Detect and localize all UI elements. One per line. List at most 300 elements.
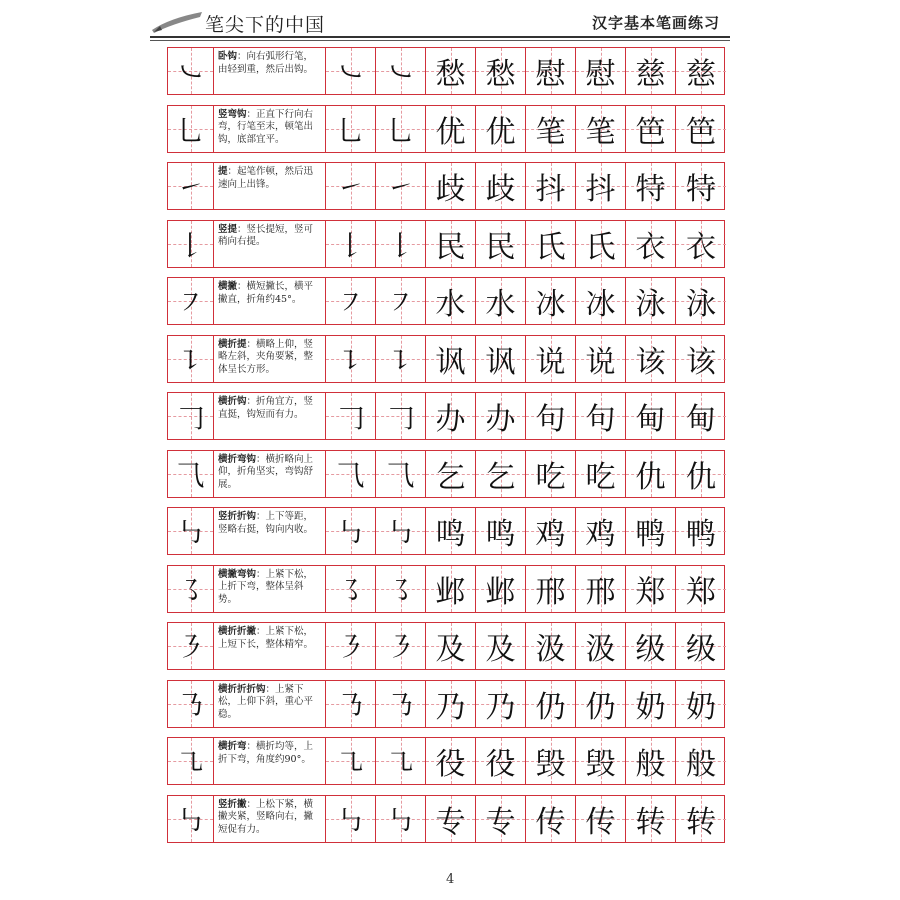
practice-cell [426, 796, 476, 842]
practice-cell [376, 508, 426, 554]
practice-cell [526, 221, 576, 267]
stroke-glyph: ㇉ [176, 516, 205, 549]
stroke-description-cell [214, 451, 326, 497]
practice-cell [626, 681, 676, 727]
stroke-desc-text: 横折均等，上折下弯，角度约90°。 [218, 741, 314, 765]
practice-row [167, 507, 725, 555]
practice-character: 氏 [585, 229, 616, 265]
stroke-glyph: ㇌ [176, 573, 205, 607]
stroke-example-cell [168, 738, 214, 784]
practice-cell [476, 336, 526, 382]
practice-stroke: 𠄌 [386, 228, 415, 262]
practice-character: 役 [485, 747, 516, 782]
practice-character: 级 [635, 632, 666, 667]
practice-character: 般 [635, 747, 666, 782]
practice-cell [426, 336, 476, 382]
practice-cell [526, 508, 576, 554]
header-rule [150, 36, 730, 38]
practice-character: 办 [485, 402, 516, 437]
practice-row [167, 162, 725, 210]
practice-cell [626, 163, 676, 209]
practice-cell [576, 508, 626, 554]
practice-stroke: ㇃ [336, 56, 365, 89]
practice-character: 鸣 [485, 517, 516, 552]
practice-character: 衣 [686, 229, 716, 265]
practice-cell [626, 221, 676, 267]
practice-character: 说 [585, 344, 616, 380]
practice-character: 民 [435, 229, 466, 265]
practice-cell [476, 508, 526, 554]
practice-cell [426, 163, 476, 209]
practice-character: 汲 [535, 632, 566, 667]
practice-row [167, 277, 725, 325]
practice-cell [476, 623, 526, 669]
practice-cell [326, 336, 376, 382]
practice-cell [676, 623, 726, 669]
practice-character: 吃 [535, 459, 566, 495]
practice-character: 鸡 [535, 517, 566, 552]
section-title: 汉字基本笔画练习 [591, 14, 720, 32]
practice-cell [526, 48, 576, 94]
practice-character: 冰 [585, 287, 616, 322]
stroke-name-colon: ： [265, 683, 276, 695]
stroke-description-cell [214, 566, 326, 612]
practice-cell [626, 738, 676, 784]
stroke-name: 横折提 [218, 338, 247, 350]
practice-cell [576, 451, 626, 497]
practice-cell [576, 738, 626, 784]
practice-character: 传 [535, 804, 566, 840]
stroke-example-cell [168, 393, 214, 439]
practice-cell [376, 393, 426, 439]
practice-cell [326, 106, 376, 152]
practice-stroke: ㇊ [336, 343, 365, 377]
practice-cell [376, 623, 426, 669]
practice-stroke: 𠃌 [336, 401, 365, 434]
practice-cell [376, 278, 426, 324]
practice-cell [626, 336, 676, 382]
stroke-example-cell [168, 163, 214, 209]
stroke-example-cell [168, 221, 214, 267]
practice-cell [526, 278, 576, 324]
practice-cell [476, 796, 526, 842]
practice-cell [626, 796, 676, 842]
practice-character: 乞 [485, 459, 516, 495]
practice-cell [476, 566, 526, 612]
stroke-name: 横折折折钩 [218, 683, 266, 695]
stroke-name-colon: ： [237, 51, 247, 62]
practice-cell [626, 566, 676, 612]
stroke-description [218, 51, 321, 76]
stroke-description [218, 166, 321, 191]
practice-grid [167, 47, 725, 852]
practice-cell [426, 221, 476, 267]
stroke-desc-text: 上紧下松，上仰下斜，重心平稳。 [218, 683, 314, 720]
practice-cell [426, 278, 476, 324]
practice-cell [376, 221, 426, 267]
practice-character: 慰 [585, 57, 616, 92]
practice-character: 毁 [585, 747, 616, 782]
practice-character: 乃 [435, 689, 466, 725]
practice-character: 愁 [485, 57, 516, 92]
practice-row [167, 47, 725, 95]
practice-cell [626, 451, 676, 497]
practice-cell [476, 278, 526, 324]
practice-stroke: ㇌ [336, 573, 365, 607]
practice-cell [376, 796, 426, 842]
practice-character: 特 [635, 172, 666, 207]
practice-cell [676, 681, 726, 727]
stroke-desc-text: 横短撇长，横平撇直，折角约45°。 [218, 281, 314, 305]
stroke-description [218, 109, 321, 147]
stroke-description-cell [214, 508, 326, 554]
stroke-description [218, 224, 321, 249]
practice-character: 邺 [435, 574, 466, 610]
practice-row [167, 450, 725, 498]
stroke-name: 横折钩 [218, 396, 247, 407]
header-rule-thin [150, 40, 730, 41]
practice-stroke: 乚 [386, 113, 415, 147]
practice-character: 鸭 [686, 517, 716, 552]
stroke-glyph: 𠃌 [176, 401, 205, 434]
practice-cell [326, 681, 376, 727]
stroke-description [218, 626, 321, 651]
practice-cell [526, 163, 576, 209]
practice-character: 愁 [435, 57, 466, 92]
practice-cell [476, 451, 526, 497]
practice-stroke: ㇇ [336, 286, 365, 319]
practice-stroke: ㇉ [386, 516, 415, 549]
practice-character: 水 [435, 287, 466, 322]
practice-cell [476, 48, 526, 94]
practice-cell [676, 738, 726, 784]
stroke-name-colon: ： [246, 108, 257, 120]
stroke-name-colon: ： [246, 396, 257, 407]
practice-row [167, 335, 725, 383]
stroke-description-cell [214, 48, 326, 94]
stroke-desc-text: 横略上仰，竖略左斜，夹角要紧，整体呈长方形。 [218, 338, 314, 375]
stroke-description-cell [214, 278, 326, 324]
practice-row [167, 565, 725, 613]
practice-cell [676, 393, 726, 439]
practice-character: 笆 [635, 114, 666, 150]
practice-stroke: ㇋ [386, 631, 415, 664]
stroke-description [218, 339, 321, 377]
practice-cell [526, 566, 576, 612]
stroke-example-cell [168, 681, 214, 727]
practice-stroke: ⺄ [336, 458, 365, 492]
practice-cell [376, 681, 426, 727]
stroke-name: 横撇 [218, 281, 238, 292]
practice-cell [426, 738, 476, 784]
stroke-glyph: ㇀ [176, 171, 205, 204]
practice-character: 汲 [585, 632, 616, 667]
practice-cell [576, 106, 626, 152]
stroke-description-cell [214, 221, 326, 267]
stroke-example-cell [168, 508, 214, 554]
practice-stroke: ㇌ [386, 573, 415, 607]
practice-cell [426, 566, 476, 612]
practice-cell [676, 106, 726, 152]
practice-character: 甸 [635, 402, 666, 437]
practice-cell [526, 796, 576, 842]
stroke-desc-text: 横折略向上仰，折角坚实，弯钩舒展。 [218, 453, 314, 490]
practice-cell [376, 738, 426, 784]
practice-stroke: ㇀ [336, 171, 365, 204]
practice-cell [426, 623, 476, 669]
stroke-glyph: ㇃ [176, 56, 205, 89]
stroke-example-cell [168, 336, 214, 382]
practice-character: 郑 [686, 574, 716, 610]
stroke-example-cell [168, 566, 214, 612]
practice-cell [576, 278, 626, 324]
practice-character: 句 [535, 402, 566, 437]
practice-cell [626, 278, 676, 324]
practice-cell [676, 451, 726, 497]
practice-character: 乞 [435, 459, 466, 495]
practice-cell [526, 451, 576, 497]
practice-cell [476, 163, 526, 209]
practice-character: 办 [435, 402, 466, 437]
practice-character: 乃 [485, 689, 516, 725]
practice-character: 慈 [635, 57, 666, 92]
stroke-desc-text: 向右弧形行笔，由轻到重，然后出钩。 [218, 51, 314, 75]
practice-cell [426, 393, 476, 439]
practice-character: 氏 [535, 229, 566, 265]
stroke-description [218, 281, 321, 306]
stroke-name: 竖折撇 [218, 798, 247, 810]
stroke-description [218, 454, 321, 492]
stroke-example-cell [168, 623, 214, 669]
practice-character: 泳 [635, 287, 666, 322]
practice-character: 泳 [686, 287, 716, 322]
stroke-name-colon: ： [227, 166, 238, 177]
practice-cell [326, 163, 376, 209]
practice-cell [376, 163, 426, 209]
practice-cell [476, 106, 526, 152]
practice-character: 讽 [435, 344, 466, 380]
practice-character: 水 [485, 287, 516, 322]
practice-character: 仇 [686, 459, 716, 495]
practice-character: 专 [435, 804, 466, 840]
practice-row [167, 737, 725, 785]
practice-stroke: 𠃌 [386, 401, 415, 434]
book-title: 笔尖下的中国 [205, 14, 326, 36]
stroke-example-cell [168, 278, 214, 324]
stroke-description [218, 799, 321, 837]
stroke-description [218, 511, 321, 536]
practice-character: 仍 [535, 689, 566, 725]
practice-cell [526, 623, 576, 669]
practice-character: 歧 [485, 172, 516, 207]
practice-character: 级 [686, 632, 716, 667]
practice-cell [576, 623, 626, 669]
practice-stroke: ㇡ [386, 688, 415, 722]
practice-character: 邢 [585, 574, 616, 610]
stroke-name: 横撇弯钩 [218, 568, 257, 580]
practice-character: 邢 [535, 574, 566, 610]
stroke-name: 横折弯钩 [218, 453, 257, 465]
practice-character: 传 [585, 804, 616, 840]
stroke-name-colon: ： [237, 281, 247, 292]
practice-character: 鸡 [585, 517, 616, 552]
stroke-example-cell [168, 796, 214, 842]
practice-character: 讽 [485, 344, 516, 380]
practice-character: 邺 [485, 574, 516, 610]
stroke-desc-text: 起笔作顿，然后迅速向上出锋。 [218, 166, 314, 190]
practice-character: 鸭 [635, 517, 666, 552]
practice-character: 奶 [686, 689, 716, 725]
practice-cell [676, 566, 726, 612]
stroke-description-cell [214, 796, 326, 842]
practice-cell [676, 278, 726, 324]
practice-character: 鸣 [435, 517, 466, 552]
stroke-name-colon: ： [246, 798, 257, 810]
stroke-name-colon: ： [246, 338, 257, 350]
practice-cell [326, 508, 376, 554]
stroke-glyph: ㇈ [176, 746, 205, 779]
practice-character: 仇 [635, 459, 666, 495]
stroke-desc-text: 上紧下松，上短下长，整体精窄。 [218, 626, 314, 650]
practice-cell [426, 681, 476, 727]
stroke-description-cell [214, 393, 326, 439]
practice-cell [326, 738, 376, 784]
stroke-description [218, 684, 321, 722]
practice-character: 民 [485, 229, 516, 265]
practice-character: 优 [485, 114, 516, 150]
practice-character: 吃 [585, 459, 616, 495]
practice-cell [576, 566, 626, 612]
practice-character: 笆 [686, 114, 716, 150]
stroke-desc-text: 上紧下松，上折下弯，整体呈斜势。 [218, 568, 314, 605]
practice-character: 奶 [635, 689, 666, 725]
practice-cell [376, 451, 426, 497]
practice-cell [526, 681, 576, 727]
stroke-description-cell [214, 681, 326, 727]
practice-character: 该 [686, 344, 716, 380]
practice-cell [576, 48, 626, 94]
practice-cell [376, 48, 426, 94]
practice-character: 甸 [686, 402, 716, 437]
practice-character: 该 [635, 344, 666, 380]
practice-cell [426, 106, 476, 152]
practice-cell [426, 48, 476, 94]
practice-cell [676, 336, 726, 382]
practice-cell [526, 336, 576, 382]
stroke-glyph: ⺄ [176, 458, 205, 492]
practice-character: 毁 [535, 747, 566, 782]
practice-cell [476, 393, 526, 439]
practice-cell [326, 451, 376, 497]
stroke-name: 卧钩 [218, 51, 238, 62]
practice-character: 句 [585, 402, 616, 437]
practice-cell [626, 48, 676, 94]
practice-row [167, 105, 725, 153]
stroke-description-cell [214, 738, 326, 784]
stroke-description [218, 396, 321, 421]
practice-row [167, 795, 725, 843]
stroke-name-colon: ： [256, 453, 266, 465]
practice-cell [376, 106, 426, 152]
practice-character: 特 [686, 172, 716, 207]
practice-row [167, 680, 725, 728]
stroke-name: 竖弯钩 [218, 108, 247, 120]
practice-character: 抖 [535, 172, 566, 207]
stroke-name-colon: ： [237, 223, 247, 235]
stroke-description [218, 741, 321, 766]
practice-character: 役 [435, 747, 466, 782]
practice-cell [476, 738, 526, 784]
stroke-name: 竖提 [218, 223, 238, 235]
stroke-desc-text: 正直下行向右弯，行笔至末，顿笔出钩，底部宜平。 [218, 108, 314, 145]
practice-cell [676, 48, 726, 94]
stroke-description-cell [214, 623, 326, 669]
practice-stroke: ⺄ [386, 458, 415, 492]
stroke-name: 横折折撇 [218, 626, 257, 637]
stroke-desc-text: 上松下紧，横撇夹紧，竖略向右，撇短促有力。 [218, 798, 314, 835]
stroke-name: 横折弯 [218, 741, 247, 752]
practice-stroke: ㇊ [386, 343, 415, 377]
practice-row [167, 220, 725, 268]
page-number: 4 [446, 872, 455, 887]
practice-stroke: ㇉ [336, 516, 365, 549]
practice-character: 郑 [635, 574, 666, 610]
stroke-example-cell [168, 451, 214, 497]
practice-cell [626, 508, 676, 554]
practice-character: 慈 [686, 57, 716, 92]
stroke-description-cell [214, 163, 326, 209]
practice-stroke: ㇡ [336, 688, 365, 722]
stroke-glyph: 乚 [176, 113, 205, 147]
practice-character: 专 [485, 804, 516, 840]
practice-character: 歧 [435, 172, 466, 207]
practice-stroke: ㇈ [336, 746, 365, 779]
practice-cell [576, 336, 626, 382]
practice-stroke: ㇇ [386, 286, 415, 319]
practice-cell [476, 681, 526, 727]
stroke-name: 竖折折钩 [218, 511, 257, 522]
stroke-name-colon: ： [256, 626, 266, 637]
practice-cell [576, 681, 626, 727]
practice-character: 及 [485, 632, 516, 667]
practice-cell [526, 393, 576, 439]
practice-cell [376, 566, 426, 612]
practice-cell [426, 508, 476, 554]
practice-cell [326, 796, 376, 842]
practice-character: 慰 [535, 57, 566, 92]
practice-stroke: ㇉ [386, 803, 415, 837]
practice-cell [526, 106, 576, 152]
practice-cell [676, 508, 726, 554]
practice-cell [426, 451, 476, 497]
practice-stroke: ㇋ [336, 631, 365, 664]
stroke-glyph: ㇉ [176, 803, 205, 837]
practice-character: 仍 [585, 689, 616, 725]
practice-cell [476, 221, 526, 267]
practice-character: 及 [435, 632, 466, 667]
stroke-description-cell [214, 106, 326, 152]
practice-cell [376, 336, 426, 382]
practice-cell [576, 221, 626, 267]
stroke-glyph: 𠄌 [176, 228, 205, 262]
practice-cell [326, 393, 376, 439]
practice-cell [626, 393, 676, 439]
practice-character: 抖 [585, 172, 616, 207]
practice-character: 衣 [635, 229, 666, 265]
practice-cell [576, 393, 626, 439]
practice-cell [676, 221, 726, 267]
stroke-glyph: ㇡ [176, 688, 205, 722]
